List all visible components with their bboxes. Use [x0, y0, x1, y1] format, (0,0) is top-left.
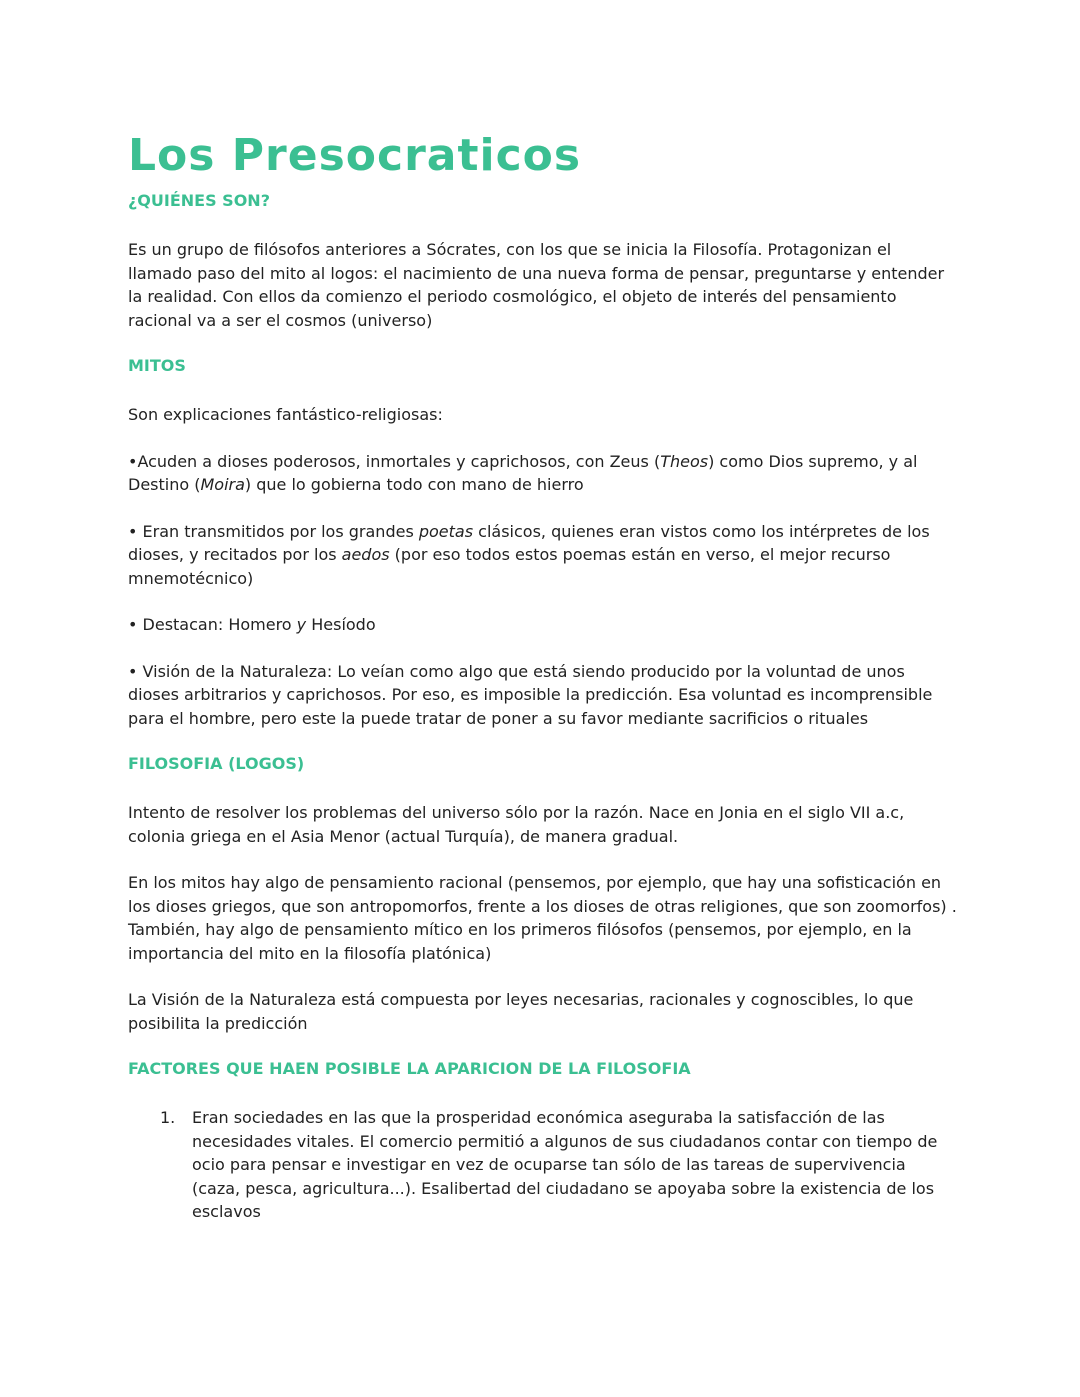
list-number: 1. — [160, 1108, 176, 1127]
paragraph-filosofia-2: En los mitos hay algo de pensamiento racional (pensemos, por ejemplo, que hay una sofisticación en los dioses griegos, que son antropomorfos, frente a los dioses de otras religiones, que son zoomorfos) . También, hay algo de pensamiento mítico en los primeros filósofos (pensemos, por ejemplo, en la importancia del mito en la filosofía platónica) — [128, 873, 957, 963]
paragraph-mitos-intro: Son explicaciones fantástico-religiosas: — [128, 405, 443, 424]
bullet-text: •Acuden a dioses poderosos, inmortales y caprichosos, con Zeus ( — [128, 451, 661, 471]
list-item — [128, 1106, 958, 1224]
paragraph-filosofia-3: La Visión de la Naturaleza está compuesta por leyes necesarias, racionales y cognoscibles, lo que posibilita la predicción — [128, 990, 914, 1033]
bullet-text: Hesíodo — [306, 615, 376, 634]
paragraph-quienes: Es un grupo de filósofos anteriores a Sócrates, con los que se inicia la Filosofía. Protagonizan el llamado paso del mito al logos: el nacimiento de una nueva forma de pensar, preguntarse y entender la realidad. Con ellos da comienzo el periodo cosmológico, el objeto de interés del pensamiento racional va a ser el cosmos (universo) — [128, 240, 945, 330]
bullet-text: • Eran transmitidos por los grandes — [128, 521, 419, 541]
bullet-vision-naturaleza: • Visión de la Naturaleza: Lo veían como algo que está siendo producido por la voluntad de unos dioses arbitrarios y caprichosos. Por eso, es imposible la predicción. Esa voluntad es incomprensible para el hombre, pero este la puede tratar de poner a su favor mediante sacrificios o rituales — [128, 661, 933, 728]
heading-filosofia: FILOSOFIA (LOGOS) — [128, 754, 305, 773]
document-page — [128, 128, 958, 1224]
bullet-text: • Destacan: Homero — [128, 615, 297, 634]
bullet-poetas — [128, 520, 958, 591]
term-theos: Theos — [660, 451, 709, 471]
bullet-text: ) como Dios supremo, y al Destino ( — [128, 451, 918, 494]
term-y: y — [296, 615, 307, 634]
term-poetas: poetas — [418, 521, 474, 541]
heading-factores: FACTORES QUE HAEN POSIBLE LA APARICION DE LA FILOSOFIA — [128, 1059, 691, 1078]
page-title: Los Presocraticos — [128, 130, 582, 181]
paragraph-filosofia-1: Intento de resolver los problemas del universo sólo por la razón. Nace en Jonia en el siglo VII a.c, colonia griega en el Asia Menor (actual Turquía), de manera gradual. — [128, 803, 905, 846]
term-moira: Moira — [200, 475, 245, 494]
heading-mitos: MITOS — [128, 356, 186, 375]
bullet-destacan — [128, 613, 958, 637]
list-item-text: Eran sociedades en las que la prosperidad económica aseguraba la satisfacción de las necesidades vitales. El comercio permitió a algunos de sus ciudadanos contar con tiempo de ocio para pensar e investigar en vez de ocuparse tan sólo de las tareas de supervivencia (caza, pesca, agricultura...). Esalibertad del ciudadano se apoyaba sobre la existencia de los esclavos — [192, 1108, 938, 1221]
term-aedos: aedos — [341, 545, 390, 564]
heading-quienes: ¿QUIÉNES SON? — [128, 191, 270, 210]
bullet-text: ) que lo gobierna todo con mano de hierro — [244, 475, 584, 494]
bullet-text: (por eso todos estos poemas están en verso, el mejor recurso mnemotécnico) — [128, 545, 891, 588]
bullet-dioses — [128, 450, 958, 497]
bullet-text: clásicos, quienes eran vistos como los intérpretes de los dioses, y recitados por los — [128, 521, 930, 564]
